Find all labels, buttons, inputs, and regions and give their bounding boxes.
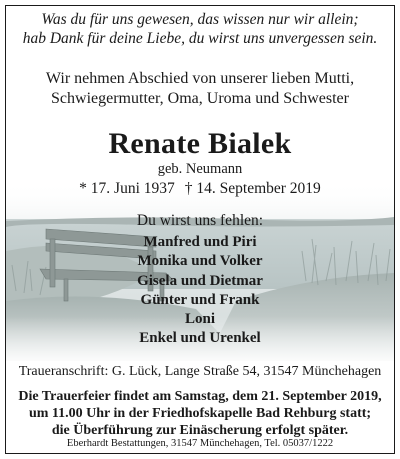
miss-line: Du wirst uns fehlen: [136,212,264,229]
deceased-name: Renate Bialek [108,127,292,160]
mourner-entry: Monika und Volker [137,253,263,270]
mourner-entry: Gisela und Dietmar [137,272,263,289]
mourning-address: Traueranschrift: G. Lück, Lange Straße 54, 31547 Münchehagen [18,364,382,379]
farewell-line: Wir nehmen Abschied von unserer lieben Mutti, [45,70,355,87]
farewell-line: Schwiegermutter, Oma, Uroma und Schwester [51,90,349,107]
memorial-verse [6,10,394,48]
service-line: die Überführung zur Einäscherung erfolgt später. [51,423,349,438]
mourner-entry: Enkel und Urenkel [139,330,261,347]
mourner-entry: Loni [184,311,215,328]
memorial-verse-line: Was du für uns gewesen, das wissen nur wir allein; [41,11,359,28]
memorial-verse-line: hab Dank für deine Liebe, du wirst uns unvergessen sein. [22,30,378,47]
funeral-service-info [6,388,394,439]
obituary-notice [5,5,395,454]
service-line: um 11.00 Uhr in der Friedhofskapelle Bad Rehburg statt; [28,406,372,421]
maiden-name: geb. Neumann [157,161,243,177]
mourner-entry: Günter und Frank [140,291,260,308]
mourner-entry: Manfred und Piri [143,234,257,250]
life-dates [6,179,394,198]
death-date: † 14. September 2019 [184,180,321,197]
birth-date: * 17. Juni 1937 [79,180,175,197]
undertaker-credit: Eberhardt Bestattungen, 31547 Münchehagen, Tel. 05037/1222 [66,438,334,449]
mourners-list [6,233,394,349]
service-line: Die Trauerfeier findet am Samstag, dem 21. September 2019, [18,389,382,404]
farewell-text [6,69,394,109]
